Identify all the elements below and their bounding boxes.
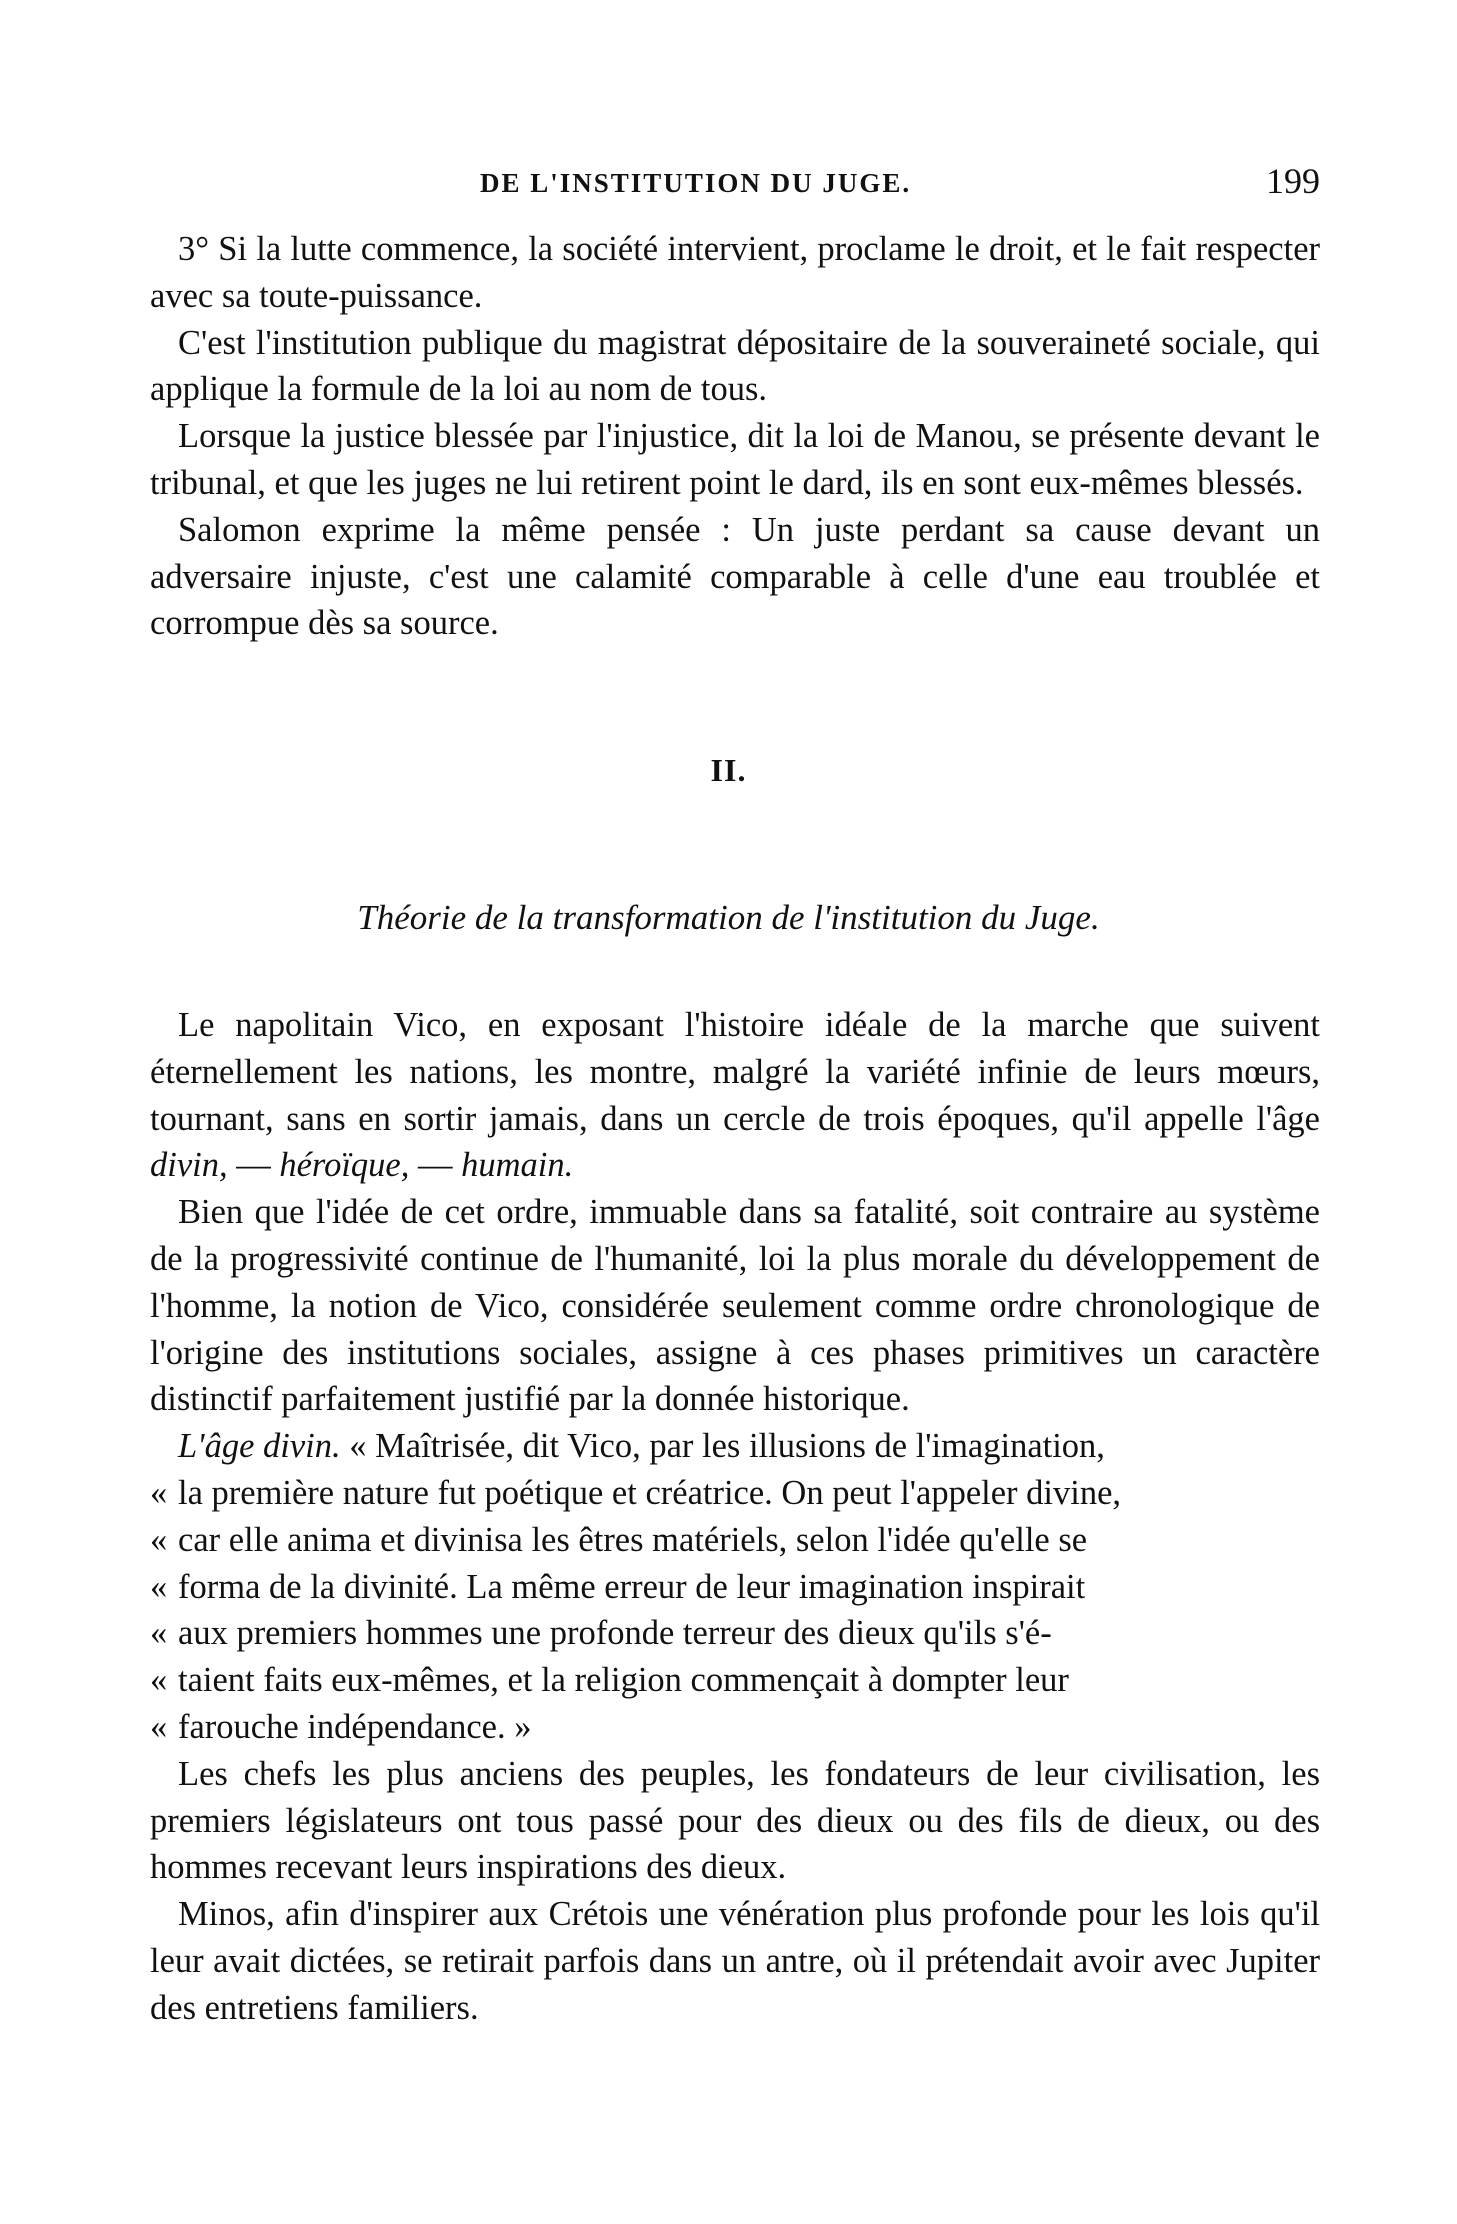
age-humain: humain. — [461, 1146, 574, 1185]
quote-mark: « — [150, 1661, 168, 1700]
top-paragraphs — [150, 226, 1320, 647]
section-title: Théorie de la transformation de l'institution du Juge. — [357, 898, 1100, 937]
body-paragraphs — [150, 1002, 1320, 2032]
quote-line-2 — [150, 1470, 1320, 1517]
age-heroique: héroïque, — [279, 1146, 410, 1185]
page-number: 199 — [1266, 161, 1320, 201]
paragraph-chefs: Les chefs les plus anciens des peuples, les fondateurs de leur civilisation, les premiers législateurs ont tous passé pour des dieux ou des fils de dieux, ou des hommes recevant leurs inspirations des dieux. — [150, 1754, 1320, 1887]
quote-line-5 — [150, 1610, 1320, 1657]
quote-line-6 — [150, 1657, 1320, 1704]
paragraph-vico — [150, 1002, 1320, 1189]
quote-text-6: taient faits eux-mêmes, et la religion commençait à dompter leur — [178, 1661, 1069, 1700]
running-head — [150, 160, 1320, 200]
age-divin-heading: L'âge divin. — [178, 1427, 341, 1466]
quote-text-7: farouche indépendance. » — [178, 1707, 532, 1746]
quote-line-4 — [150, 1564, 1320, 1611]
quote-block — [150, 1423, 1320, 1751]
quote-text-3: car elle anima et divinisa les êtres matériels, selon l'idée qu'elle se — [178, 1520, 1088, 1559]
quote-line-7 — [150, 1704, 1320, 1751]
paragraph-minos: Minos, afin d'inspirer aux Crétois une vénération plus profonde pour les lois qu'il leur avait dictées, se retirait parfois dans un antre, où il prétendait avoir avec Jupiter des entretiens familiers. — [150, 1895, 1320, 2027]
quote-mark: « — [150, 1614, 168, 1653]
quote-line-1 — [150, 1423, 1320, 1470]
running-title: DE L'INSTITUTION DU JUGE. — [480, 168, 912, 198]
quote-text-5: aux premiers hommes une profonde terreur des dieux qu'ils s'é- — [178, 1614, 1052, 1653]
quote-mark: « — [150, 1567, 168, 1606]
quote-text-4: forma de la divinité. La même erreur de leur imagination inspirait — [178, 1567, 1086, 1606]
quote-text-1: « Maîtrisée, dit Vico, par les illusions de l'imagination, — [349, 1427, 1105, 1466]
quote-mark: « — [150, 1473, 168, 1512]
dash-one: — — [227, 1146, 280, 1185]
paragraph-salomon: Salomon exprime la même pensée : Un juste perdant sa cause devant un adversaire injuste, c'est une calamité comparable à celle d'une eau troublée et corrompue dès sa source. — [150, 510, 1320, 643]
dash-two: — — [409, 1146, 462, 1185]
section-number: II. — [710, 752, 747, 788]
vico-text: Le napolitain Vico, en exposant l'histoire idéale de la marche que suivent éternellement les nations, les montre, malgré la variété infinie de leurs mœurs, tournant, sans en sortir jamais, dans un cercle de trois époques, qu'il appelle l'âge — [150, 1006, 1320, 1138]
paragraph-public-institution: C'est l'institution publique du magistrat dépositaire de la souveraineté sociale, qui applique la formule de la loi au nom de tous. — [150, 323, 1320, 409]
paragraph-law-of-manou: Lorsque la justice blessée par l'injustice, dit la loi de Manou, se présente devant le tribunal, et que les juges ne lui retirent point le dard, ils en sont eux-mêmes blessés. — [150, 417, 1320, 502]
quote-mark: « — [150, 1707, 168, 1746]
paragraph-third-point: 3° Si la lutte commence, la société intervient, proclame le droit, et le fait respecter avec sa toute-puissance. — [150, 230, 1320, 315]
quote-mark: « — [150, 1520, 168, 1559]
age-divin: divin, — [150, 1146, 228, 1185]
paragraph-bien-que: Bien que l'idée de cet ordre, immuable dans sa fatalité, soit contraire au système de la progressivité continue de l'humanité, loi la plus morale du développement de l'homme, la notion de Vico, considérée seulement comme ordre chronologique de l'origine des institutions sociales, assigne à ces phases primitives un caractère distinctif parfaitement justifié par la donnée historique. — [150, 1193, 1320, 1419]
quote-text-2: la première nature fut poétique et créatrice. On peut l'appeler divine, — [178, 1473, 1122, 1512]
quote-line-3 — [150, 1517, 1320, 1564]
